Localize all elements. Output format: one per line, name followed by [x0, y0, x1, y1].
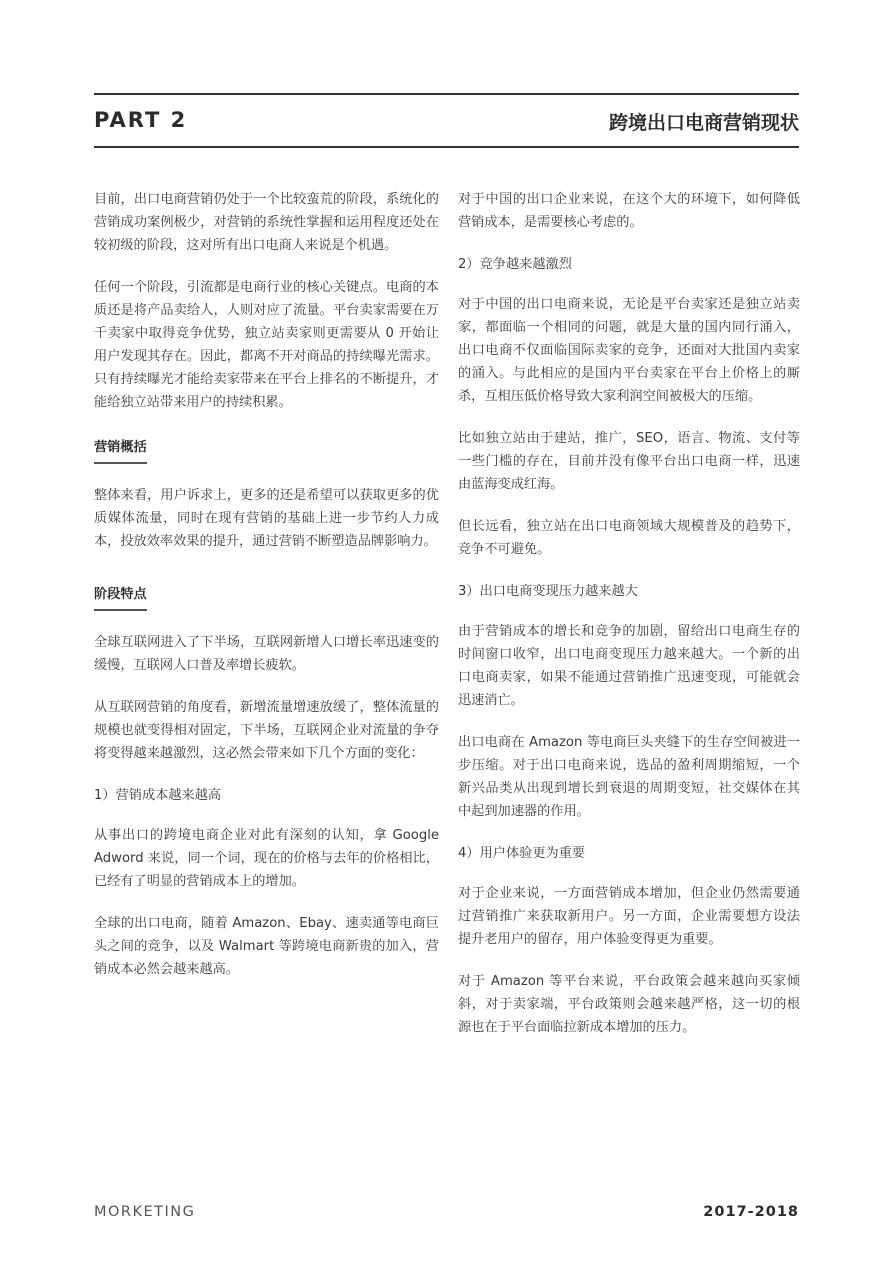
- paragraph: 从事出口的跨境电商企业对此有深刻的认知，拿 Google Adword 来说，同一个词，现在的价格与去年的价格相比，已经有了明显的营销成本上的增加。: [94, 828, 439, 889]
- paragraph: 目前，出口电商营销仍处于一个比较蛮荒的阶段，系统化的营销成功案例极少，对营销的系统性掌握和运用程度还处在较初级的阶段，这对所有出口电商人来说是个机遇。: [94, 192, 439, 253]
- subheading: 3）出口电商变现压力越来越大: [458, 584, 638, 599]
- paragraph: 从互联网营销的角度看，新增流量增速放缓了，整体流量的规模也就变得相对固定，下半场，互联网企业对流量的争夺将变得越来越激烈，这必然会带来如下几个方面的变化：: [94, 700, 439, 761]
- right-column: [458, 188, 800, 1058]
- paragraph: 比如独立站由于建站，推广，SEO，语言、物流、支付等一些门槛的存在，目前并没有像平台出口电商一样，迅速由蓝海变成红海。: [458, 431, 800, 492]
- paragraph: 全球互联网进入了下半场，互联网新增人口增长率迅速变的缓慢，互联网人口普及率增长疲软。: [94, 635, 439, 673]
- paragraph: 出口电商在 Amazon 等电商巨头夹缝下的生存空间被进一步压缩。对于出口电商来说，选品的盈利周期缩短，一个新兴品类从出现到增长到衰退的周期变短，社交媒体在其中起到加速器的作用。: [458, 735, 800, 819]
- paragraph: 但长远看，独立站在出口电商领域大规模普及的趋势下，竞争不可避免。: [458, 519, 800, 557]
- footer-brand: MORKETING: [94, 1204, 196, 1220]
- paragraph: 对于 Amazon 等平台来说，平台政策会越来越向买家倾斜，对于卖家端，平台政策则会越来越严格，这一切的根源也在于平台面临拉新成本增加的压力。: [458, 974, 800, 1035]
- paragraph: 对于企业来说，一方面营销成本增加，但企业仍然需要通过营销推广来获取新用户。另一方面，企业需要想方设法提升老用户的留存，用户体验变得更为重要。: [458, 886, 800, 947]
- subheading: 2）竞争越来越激烈: [458, 257, 572, 272]
- paragraph: 整体来看，用户诉求上，更多的还是希望可以获取更多的优质媒体流量，同时在现有营销的基础上进一步节约人力成本，投放效率效果的提升，通过营销不断塑造品牌影响力。: [94, 488, 439, 549]
- paragraph: 由于营销成本的增长和竞争的加剧，留给出口电商生存的时间窗口收窄，出口电商变现压力越来越大。一个新的出口电商卖家，如果不能通过营销推广迅速变现，可能就会迅速消亡。: [458, 624, 800, 708]
- paragraph: 任何一个阶段，引流都是电商行业的核心关键点。电商的本质还是将产品卖给人，人则对应了流量。平台卖家需要在万千卖家中取得竞争优势，独立站卖家则更需要从 0 开始让用户发现其存在。因此，都离不开对商品的持续曝光需求。只有持续曝光才能给卖家带来在平台上排名的不断提升，才能给独立站带来用户的持续积累。: [94, 280, 439, 410]
- header-top-rule: [94, 93, 799, 95]
- paragraph: 全球的出口电商，随着 Amazon、Ebay、速卖通等电商巨头之间的竞争，以及 Walmart 等跨境电商新贵的加入，营销成本必然会越来越高。: [94, 916, 439, 977]
- heading-stage-features: 阶段特点: [94, 583, 147, 611]
- footer-year: 2017-2018: [703, 1204, 799, 1220]
- header-bottom-rule: [94, 146, 799, 148]
- paragraph: 对于中国的出口企业来说，在这个大的环境下，如何降低营销成本，是需要核心考虑的。: [458, 192, 800, 230]
- paragraph: 对于中国的出口电商来说，无论是平台卖家还是独立站卖家，都面临一个相同的问题，就是大量的国内同行涌入，出口电商不仅面临国际卖家的竞争，还面对大批国内卖家的涌入。与此相应的是国内平台卖家在平台上价格上的厮杀，互相压低价格导致大家利润空间被极大的压缩。: [458, 297, 800, 404]
- left-column: [94, 188, 439, 1000]
- section-title: 跨境出口电商营销现状: [608, 112, 799, 134]
- part-label: PART 2: [94, 108, 188, 132]
- heading-marketing-overview: 营销概括: [94, 436, 147, 464]
- subheading: 1）营销成本越来越高: [94, 788, 222, 803]
- subheading: 4）用户体验更为重要: [458, 846, 586, 861]
